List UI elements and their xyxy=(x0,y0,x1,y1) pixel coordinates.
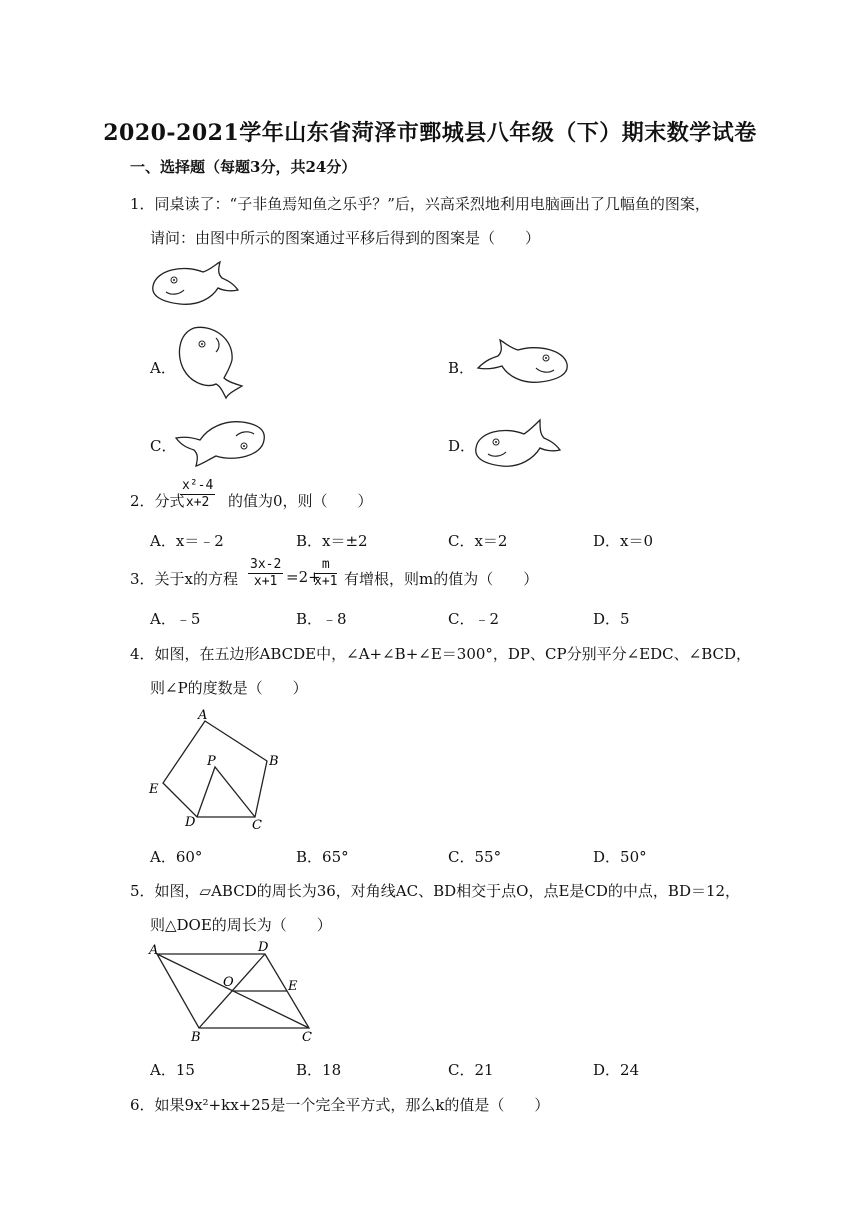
question-3-prefix: 3．关于x的方程 xyxy=(130,570,239,588)
label-a: A xyxy=(198,708,208,723)
question-4-line-1: 4．如图，在五边形ABCDE中，∠A+∠B+∠E＝300°，DP、CP分别平分∠EDC、∠BCD， xyxy=(130,645,751,663)
q2-numerator: x²-4 xyxy=(182,478,214,493)
q4-option-a: A．60° xyxy=(150,848,203,866)
q2-option-b: B．x＝±2 xyxy=(296,532,368,550)
q1-option-b-label: B． xyxy=(448,359,475,377)
parallelogram-diagram xyxy=(145,940,325,1046)
label-d: D xyxy=(185,815,196,830)
q3-option-b: B．﹣8 xyxy=(296,610,347,628)
question-1-line-2: 请问：由图中所示的图案通过平移后得到的图案是（ ） xyxy=(150,229,541,247)
q5-option-c: C．21 xyxy=(448,1061,494,1079)
pentagon-diagram xyxy=(145,703,285,833)
q1-option-d-label: D． xyxy=(448,437,476,455)
label-a: A xyxy=(149,943,159,958)
question-5-line-2: 则△DOE的周长为（ ） xyxy=(150,916,332,934)
q4-option-c: C．55° xyxy=(448,848,502,866)
label-p: P xyxy=(207,754,216,769)
question-6-line-1: 6．如果9x²+kx+25是一个完全平方式，那么k的值是（ ） xyxy=(130,1096,550,1114)
question-3-suffix: 有增根，则m的值为（ ） xyxy=(344,570,539,588)
q5-option-a: A．15 xyxy=(150,1061,195,1079)
question-3-middle: =2+ xyxy=(286,568,321,586)
q3-option-c: C．﹣2 xyxy=(448,610,500,628)
label-b: B xyxy=(269,754,279,769)
label-e: E xyxy=(149,782,159,797)
q5-option-d: D．24 xyxy=(593,1061,640,1079)
q2-option-c: C．x＝2 xyxy=(448,532,508,550)
q3-denominator-1: x+1 xyxy=(253,574,278,589)
q3-numerator-2: m xyxy=(314,557,337,574)
fish-original-image xyxy=(148,258,243,310)
q3-option-a: A．﹣5 xyxy=(150,610,201,628)
q3-fraction-1 xyxy=(248,557,283,590)
question-2-prefix: 2．分式 xyxy=(130,492,185,510)
fish-option-d-image xyxy=(472,416,564,472)
q3-denominator-2: x+1 xyxy=(314,574,338,589)
question-1-line-1: 1．同桌读了：“子非鱼焉知鱼之乐乎？”后，兴高采烈地利用电脑画出了几幅鱼的图案， xyxy=(130,195,710,213)
q3-option-d: D．5 xyxy=(593,610,630,628)
label-b: B xyxy=(191,1030,201,1045)
label-e: E xyxy=(288,979,298,994)
page-title: 2020-2021学年山东省菏泽市鄄城县八年级（下）期末数学试卷 xyxy=(103,120,757,146)
label-d: D xyxy=(258,940,269,955)
q2-denominator: x+2 xyxy=(185,495,210,510)
fish-option-a-image xyxy=(172,322,247,400)
question-4-line-2: 则∠P的度数是（ ） xyxy=(150,679,308,697)
q4-option-d: D．50° xyxy=(593,848,647,866)
q2-option-a: A．x＝﹣2 xyxy=(150,532,224,550)
label-c: C xyxy=(252,818,262,833)
label-c: C xyxy=(302,1030,312,1045)
q2-fraction xyxy=(180,478,215,511)
q1-option-a-label: A． xyxy=(150,359,176,377)
q1-option-c-label: C． xyxy=(150,437,177,455)
fish-option-c-image xyxy=(174,416,270,468)
q4-option-b: B．65° xyxy=(296,848,349,866)
question-2-suffix: 的值为0，则（ ） xyxy=(228,492,373,510)
section-heading: 一、选择题（每题3分，共24分） xyxy=(130,158,357,176)
question-5-line-1: 5．如图，▱ABCD的周长为36，对角线AC、BD相交于点O，点E是CD的中点，BD＝12， xyxy=(130,882,741,900)
q3-fraction-2 xyxy=(314,557,337,590)
label-o: O xyxy=(223,975,234,990)
q5-option-b: B．18 xyxy=(296,1061,342,1079)
q2-option-d: D．x＝0 xyxy=(593,532,654,550)
q3-numerator-1: 3x-2 xyxy=(250,557,282,572)
fish-option-b-image xyxy=(472,338,572,388)
